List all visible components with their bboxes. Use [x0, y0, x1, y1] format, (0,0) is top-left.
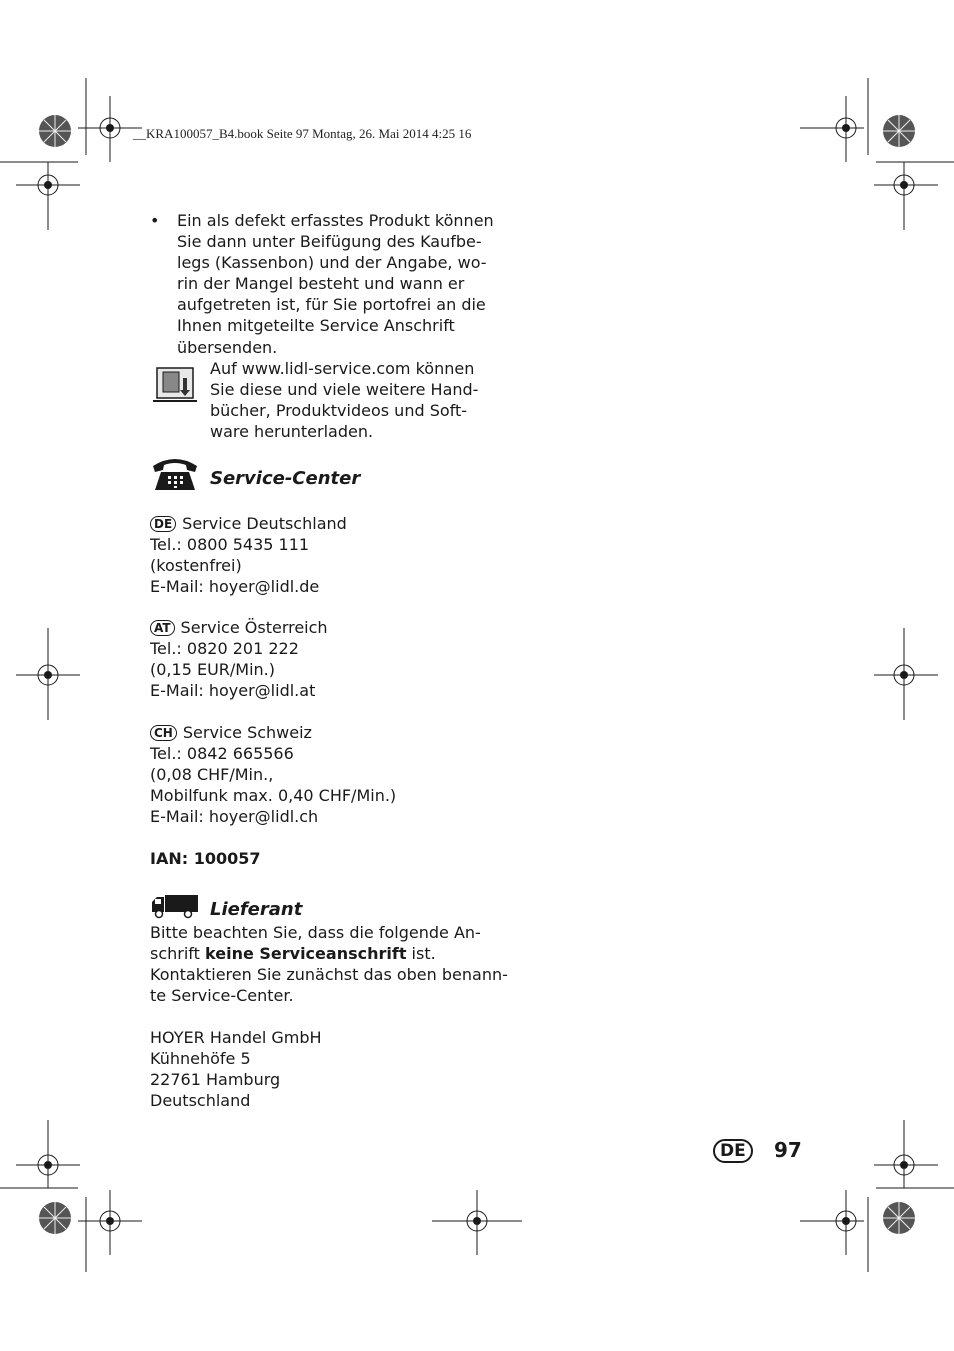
- service-at-note: (0,15 EUR/Min.): [150, 660, 275, 679]
- service-at-tel: Tel.: 0820 201 222: [150, 639, 299, 658]
- ian-number: IAN: 100057: [150, 849, 261, 868]
- download-line: bücher, Produktvideos und Soft-: [210, 401, 468, 420]
- service-de-name-row: [150, 513, 347, 534]
- service-ch-note: (0,08 CHF/Min.,: [150, 765, 274, 784]
- bullet-line: Ein als defekt erfasstes Produkt können: [177, 211, 494, 230]
- supplier-text-part: schrift: [150, 944, 206, 963]
- service-de-note: (kostenfrei): [150, 556, 242, 575]
- download-line: Auf www.lidl-service.com können: [210, 359, 475, 378]
- service-ch-note-mobile: Mobilfunk max. 0,40 CHF/Min.): [150, 786, 397, 805]
- truck-icon: [151, 894, 199, 920]
- service-de-name: Service Deutschland: [182, 514, 347, 533]
- download-line: ware herunterladen.: [210, 422, 374, 441]
- service-ch-name-row: [150, 722, 312, 743]
- service-center-title: Service-Center: [210, 468, 361, 489]
- telephone-icon: [151, 454, 199, 492]
- service-de-tel: Tel.: 0800 5435 111: [150, 535, 310, 554]
- supplier-text-line: te Service-Center.: [150, 986, 294, 1005]
- service-de-email: E-Mail: hoyer@lidl.de: [150, 577, 320, 596]
- address-line: 22761 Hamburg: [150, 1070, 281, 1089]
- bullet-line: Ihnen mitgeteilte Service Anschrift: [177, 316, 455, 335]
- service-ch-tel: Tel.: 0842 665566: [150, 744, 294, 763]
- bullet-line: aufgetreten ist, für Sie portofrei an die: [177, 295, 486, 314]
- supplier-text-line: [150, 943, 436, 964]
- page-number: 97: [774, 1138, 802, 1162]
- supplier-warning-bold: keine Serviceanschrift: [205, 944, 407, 963]
- footer-language-badge: DE: [713, 1139, 753, 1163]
- de-country-badge: DE: [150, 516, 176, 532]
- download-line: Sie diese und viele weitere Hand-: [210, 380, 479, 399]
- supplier-text-line: Bitte beachten Sie, dass die folgende An-: [150, 923, 481, 942]
- bullet-line: rin der Mangel besteht und wann er: [177, 274, 465, 293]
- service-at-name-row: [150, 617, 328, 638]
- supplier-text-line: Kontaktieren Sie zunächst das oben benann-: [150, 965, 508, 984]
- service-at-name: Service Österreich: [180, 618, 328, 637]
- address-line: Kühnehöfe 5: [150, 1049, 251, 1068]
- file-info-header: __KRA100057_B4.book Seite 97 Montag, 26. Mai 2014 4:25 16: [133, 126, 472, 141]
- service-ch-email: E-Mail: hoyer@lidl.ch: [150, 807, 319, 826]
- bullet-line: Sie dann unter Beifügung des Kaufbe-: [177, 232, 482, 251]
- bullet-line: übersenden.: [177, 338, 278, 357]
- address-line: HOYER Handel GmbH: [150, 1028, 322, 1047]
- ch-country-badge: CH: [150, 725, 177, 741]
- address-line: Deutschland: [150, 1091, 251, 1110]
- manual-download-icon: [153, 364, 199, 404]
- service-at-email: E-Mail: hoyer@lidl.at: [150, 681, 316, 700]
- at-country-badge: AT: [150, 620, 175, 636]
- bullet-line: legs (Kassenbon) und der Angabe, wo-: [177, 253, 487, 272]
- supplier-text-part: ist.: [406, 944, 436, 963]
- service-ch-name: Service Schweiz: [182, 723, 312, 742]
- bullet-marker: •: [150, 211, 160, 230]
- supplier-title: Lieferant: [210, 899, 303, 920]
